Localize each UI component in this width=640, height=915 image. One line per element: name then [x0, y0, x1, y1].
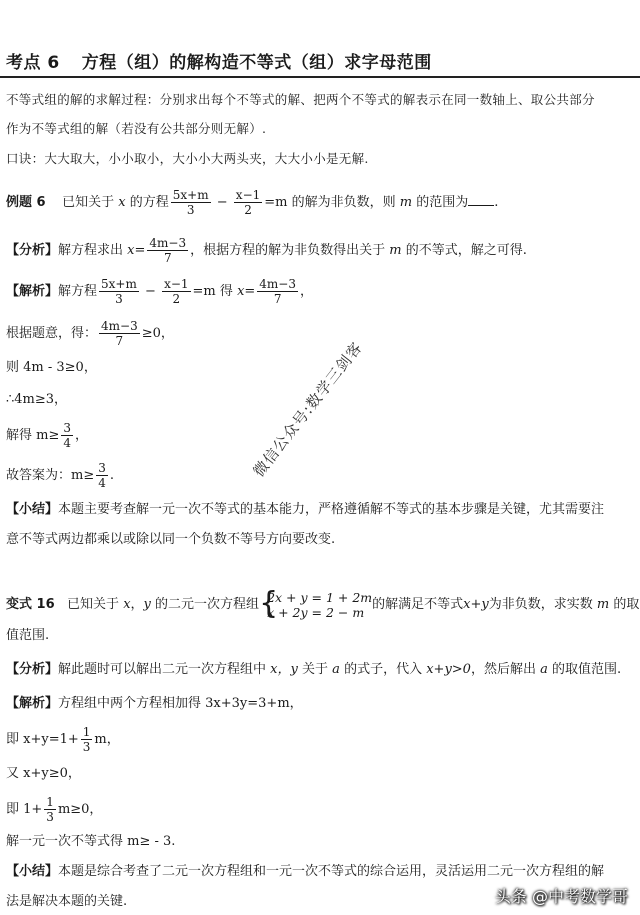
summary-text: 本题主要考查解一元一次不等式的基本能力，严格遵循解不等式的基本步骤是关键，尤其需要注	[58, 502, 605, 517]
footer-brand: 头条 @中考数学哥	[494, 887, 628, 906]
analysis-text: 解此题时可以解出二元一次方程组中	[58, 662, 267, 677]
fraction	[147, 236, 188, 265]
fraction	[162, 277, 190, 306]
equation-1: 2x + y = 1 + 2m	[267, 589, 373, 605]
analysis-text: ，然后解出	[470, 662, 536, 677]
analysis-tag: 【分析】	[6, 662, 59, 677]
fraction-numerator: 4m−3	[259, 277, 296, 291]
answer-text: .	[109, 468, 115, 483]
example6-step-4	[6, 420, 88, 452]
example6-summary-2: 意不等式两边都乘以或除以同一个负数不等号方向要改变.	[6, 532, 336, 547]
section-number: 考点 6	[6, 53, 60, 73]
variant16-step-4: 解一元一次不等式得 m≥ - 3.	[6, 834, 176, 849]
solution-text: 解方程	[58, 284, 98, 299]
example6-summary-1	[6, 500, 604, 520]
analysis-tag: 【分析】	[6, 243, 59, 258]
variant16-summary-2: 法是解决本题的关键.	[6, 894, 128, 909]
var-m: m	[389, 243, 402, 258]
step-text: 根据题意，得：	[6, 326, 98, 341]
expr-xy: x+y	[463, 597, 489, 612]
variant16-text: 为非负数，求实数	[488, 597, 593, 612]
example6-label: 例题 6	[6, 195, 46, 210]
var-a: a	[332, 662, 340, 677]
fraction	[44, 795, 56, 824]
summary-tag: 【小结】	[6, 864, 59, 879]
step-text: 即 x+y=1+	[6, 732, 79, 747]
fraction	[96, 461, 108, 490]
summary-tag: 【小结】	[6, 502, 59, 517]
fraction-numerator: 4m−3	[101, 319, 138, 333]
variant16-question-2: 值范围.	[6, 628, 50, 643]
equation-system	[259, 585, 373, 621]
variant16-text: 已知关于	[67, 597, 120, 612]
heading-rule	[0, 76, 640, 78]
fraction	[61, 421, 73, 450]
step-text: ≥0，	[141, 326, 174, 341]
solution-tag: 【解析】	[6, 696, 59, 711]
variant16-step-1	[6, 724, 120, 756]
step-text: m，	[94, 732, 120, 747]
example6-step-1	[6, 318, 174, 350]
fraction-numerator: 3	[63, 421, 71, 435]
example6-text: 的范围为	[416, 195, 469, 210]
summary-text: 本题是综合考查了二元一次方程组和一元一次不等式的综合运用，灵活运用二元一次方程组的解	[58, 864, 605, 879]
fraction	[257, 277, 298, 306]
analysis-text: 的不等式，解之可得.	[405, 243, 527, 258]
fraction-denominator: 3	[115, 292, 123, 306]
example6-step-3: ∴4m≥3，	[6, 392, 68, 407]
answer-blank	[468, 193, 494, 206]
fraction	[99, 319, 140, 348]
var-xy: x，y	[270, 662, 298, 677]
example6-text: 已知关于	[62, 195, 115, 210]
intro-line-1: 不等式组的解的求解过程：分别求出每个不等式的解、把两个不等式的解表示在同一数轴上、取公共部分	[6, 92, 595, 107]
example6-solution	[6, 276, 313, 308]
analysis-text: ，根据方程的解为非负数得出关于	[190, 243, 386, 258]
var-m: m	[596, 597, 610, 612]
var-a: a	[540, 662, 548, 677]
intro-rhyme: 口诀：大大取大，小小取小，大小小大两头夹，大大小小是无解.	[6, 151, 369, 166]
variant16-text: 的解满足不等式	[372, 597, 464, 612]
brace-icon: {	[259, 585, 279, 621]
variant16-text: 的取	[613, 597, 640, 612]
step-text: 解得 m≥	[6, 428, 60, 443]
equation-2: x + 2y = 2 − m	[267, 604, 365, 620]
step-text: m≥0，	[57, 802, 103, 817]
diagonal-watermark: 微信公众号:数学三剑客	[249, 338, 366, 481]
fraction-denominator: 4	[63, 436, 71, 450]
equation-rhs: =m	[264, 195, 288, 210]
fraction-denominator: 3	[82, 740, 91, 754]
condition: x+y>0	[426, 662, 471, 677]
fraction-denominator: 7	[273, 292, 282, 306]
fraction-numerator: 5x+m	[172, 188, 209, 202]
analysis-text: 的式子，代入	[344, 662, 423, 677]
solution-text: ，	[300, 284, 314, 299]
fraction-numerator: 1	[46, 795, 54, 809]
step-text: ，	[75, 428, 89, 443]
fraction	[234, 188, 262, 217]
var-x: x	[123, 597, 131, 612]
fraction	[171, 188, 211, 217]
fraction-denominator: 4	[98, 476, 106, 490]
var-y: y	[143, 597, 151, 612]
variant16-summary-1	[6, 862, 604, 882]
fraction-numerator: x−1	[235, 188, 261, 202]
operator: −	[216, 195, 228, 210]
var-x: x=	[127, 243, 146, 258]
variant16-solution	[6, 694, 303, 714]
variant16-analysis	[6, 660, 621, 680]
example6-question	[6, 186, 498, 220]
variant16-step-3	[6, 794, 102, 826]
analysis-text: 解方程求出	[58, 243, 124, 258]
analysis-text: 的取值范围.	[552, 662, 622, 677]
fraction-denominator: 7	[115, 334, 124, 348]
variant16-text: ，	[130, 597, 144, 612]
variant16-label: 变式 16	[6, 597, 55, 612]
solution-text: 方程组中两个方程相加得 3x+3y=3+m，	[58, 696, 303, 711]
fraction-numerator: x−1	[164, 277, 189, 291]
var-m: m	[399, 195, 413, 210]
fraction-denominator: 3	[186, 203, 195, 217]
fraction-numerator: 1	[82, 725, 91, 739]
variant16-text: 的二元一次方程组	[155, 597, 260, 612]
solution-tag: 【解析】	[6, 284, 59, 299]
equation-rhs: =m	[192, 284, 216, 299]
variant16-step-2: 又 x+y≥0，	[6, 766, 81, 781]
answer-text: 故答案为：m≥	[6, 468, 95, 483]
fraction-denominator: 7	[163, 251, 172, 265]
example6-analysis	[6, 236, 527, 266]
fraction-denominator: 2	[244, 203, 252, 217]
example6-text: 的方程	[129, 195, 169, 210]
fraction	[81, 725, 93, 754]
fraction-numerator: 5x+m	[101, 277, 137, 291]
section-heading	[6, 48, 432, 73]
operator: −	[145, 284, 156, 299]
variant16-question	[6, 585, 640, 622]
analysis-text: 关于	[302, 662, 329, 677]
var-x: x	[118, 195, 126, 210]
example6-text: .	[494, 195, 499, 210]
example6-text: 的解为非负数，则	[291, 195, 396, 210]
solution-text: 得	[219, 284, 233, 299]
fraction-denominator: 3	[46, 810, 54, 824]
example6-step-2: 则 4m - 3≥0，	[6, 360, 97, 375]
var-x: x=	[237, 284, 256, 299]
example6-answer	[6, 460, 114, 492]
fraction-denominator: 2	[172, 292, 181, 306]
section-title: 方程（组）的解构造不等式（组）求字母范围	[81, 53, 432, 73]
fraction	[99, 277, 139, 306]
intro-line-2: 作为不等式组的解（若没有公共部分则无解）.	[6, 121, 267, 136]
step-text: 即 1+	[6, 802, 43, 817]
fraction-numerator: 4m−3	[149, 236, 187, 250]
fraction-numerator: 3	[98, 461, 106, 475]
